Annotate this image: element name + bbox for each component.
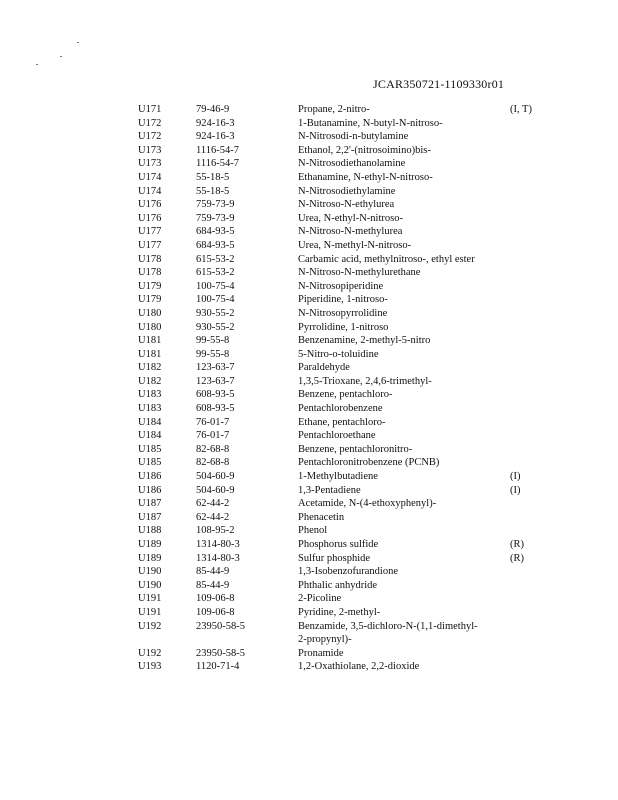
waste-code: U189 — [138, 539, 162, 550]
waste-code: U176 — [138, 212, 162, 224]
waste-code: U186 — [138, 484, 162, 496]
chemical-name: Benzenamine, 2-methyl-5-nitro — [298, 335, 431, 347]
table-row — [138, 620, 548, 647]
cas-number: 76-01-7 — [196, 416, 230, 428]
chemical-name: Benzamide, 3,5-dichloro-N-(1,1-dimethyl-2-propynyl)- — [298, 620, 478, 646]
table-row — [138, 334, 548, 348]
chemical-name: Pentachlorobenzene — [298, 403, 383, 415]
waste-code: U187 — [138, 498, 162, 510]
table-row — [138, 225, 548, 239]
waste-code: U172 — [138, 131, 162, 143]
cas-number: 1116-54-7 — [196, 158, 239, 170]
chemical-name: N-Nitrosodiethylamine — [298, 185, 396, 197]
hazard-code: (I) — [510, 471, 521, 483]
cas-number: 79-46-9 — [196, 104, 230, 115]
waste-code: U181 — [138, 335, 162, 347]
table-row — [138, 348, 548, 362]
waste-code: U183 — [138, 403, 162, 415]
waste-code: U172 — [138, 117, 162, 129]
cas-number: 504-60-9 — [196, 471, 235, 483]
chemical-name: Ethanamine, N-ethyl-N-nitroso- — [298, 171, 433, 183]
table-row — [138, 103, 548, 117]
table-row — [138, 388, 548, 402]
cas-number: 608-93-5 — [196, 403, 235, 415]
chemical-name: Pyridine, 2-methyl- — [298, 606, 381, 618]
chemical-name: Pyrrolidine, 1-nitroso — [298, 321, 389, 333]
chemical-name: Ethane, pentachloro- — [298, 416, 386, 428]
waste-code: U190 — [138, 566, 162, 578]
chemical-name: Phenol — [298, 525, 328, 537]
chemical-name: 1-Butanamine, N-butyl-N-nitroso- — [298, 117, 443, 129]
scan-speck — [60, 56, 62, 57]
cas-number: 108-95-2 — [196, 525, 235, 537]
cas-number: 504-60-9 — [196, 484, 235, 496]
chemical-name: Sulfur phosphide — [298, 552, 371, 564]
waste-code: U184 — [138, 416, 162, 428]
table-row — [138, 647, 548, 661]
chemical-name: Urea, N-ethyl-N-nitroso- — [298, 212, 403, 224]
hazard-code: (I, T) — [510, 104, 532, 115]
waste-code: U179 — [138, 280, 162, 292]
chemical-name: 1,3,5-Trioxane, 2,4,6-trimethyl- — [298, 375, 432, 387]
hazard-code: (R) — [510, 539, 524, 550]
cas-number: 1120-71-4 — [196, 661, 240, 673]
chemical-name: Phthalic anhydride — [298, 579, 378, 591]
document-id: JCAR350721-1109330r01 — [373, 77, 505, 91]
cas-number: 1116-54-7 — [196, 144, 239, 156]
waste-code: U180 — [138, 307, 162, 319]
table-row — [138, 185, 548, 199]
cas-number: 123-63-7 — [196, 375, 235, 387]
hazard-code: (R) — [510, 552, 524, 564]
chemical-name: Paraldehyde — [298, 362, 350, 374]
table-row — [138, 144, 548, 158]
cas-number: 930-55-2 — [196, 321, 235, 333]
cas-number: 109-06-8 — [196, 606, 235, 618]
cas-number: 82-68-8 — [196, 457, 230, 469]
table-row — [138, 239, 548, 253]
table-row — [138, 511, 548, 525]
scan-speck — [77, 42, 79, 43]
chemical-name: Pentachloronitrobenzene (PCNB) — [298, 457, 440, 469]
chemical-name: 5-Nitro-o-toluidine — [298, 348, 379, 360]
waste-code: U191 — [138, 606, 162, 618]
waste-code: U187 — [138, 511, 162, 523]
waste-code: U185 — [138, 443, 162, 455]
chemical-name: Carbamic acid, methylnitroso-, ethyl ester — [298, 253, 475, 265]
cas-number: 76-01-7 — [196, 430, 230, 442]
table-row — [138, 497, 548, 511]
chemical-name: N-Nitroso-N-ethylurea — [298, 199, 395, 211]
table-row — [138, 606, 548, 620]
table-row — [138, 117, 548, 131]
waste-code: U180 — [138, 321, 162, 333]
table-row — [138, 280, 548, 294]
table-row — [138, 293, 548, 307]
chemical-name: N-Nitroso-N-methylurea — [298, 226, 403, 238]
table-row — [138, 592, 548, 606]
chemical-name: Benzene, pentachloronitro- — [298, 443, 413, 455]
table-row — [138, 212, 548, 226]
cas-number: 55-18-5 — [196, 171, 230, 183]
cas-number: 684-93-5 — [196, 239, 235, 251]
cas-number: 99-55-8 — [196, 348, 230, 360]
table-row — [138, 321, 548, 335]
cas-number: 924-16-3 — [196, 117, 235, 129]
table-row — [138, 579, 548, 593]
cas-number: 924-16-3 — [196, 131, 235, 143]
table-row — [138, 307, 548, 321]
cas-number: 62-44-2 — [196, 498, 230, 510]
waste-code: U186 — [138, 471, 162, 483]
chemical-name: N-Nitrosodi-n-butylamine — [298, 131, 409, 143]
cas-number: 85-44-9 — [196, 579, 230, 591]
table-row — [138, 157, 548, 171]
cas-number: 759-73-9 — [196, 199, 235, 211]
cas-number: 123-63-7 — [196, 362, 235, 374]
table-row — [138, 660, 548, 674]
table-row — [138, 552, 548, 566]
waste-code: U173 — [138, 158, 162, 170]
chemical-name: Ethanol, 2,2'-(nitrosoimino)bis- — [298, 144, 431, 156]
waste-code: U177 — [138, 226, 162, 238]
table-row — [138, 198, 548, 212]
waste-code: U181 — [138, 348, 162, 360]
waste-code: U176 — [138, 199, 162, 211]
chemical-name: Pentachloroethane — [298, 430, 376, 442]
waste-code: U183 — [138, 389, 162, 401]
table-row — [138, 416, 548, 430]
cas-number: 55-18-5 — [196, 185, 230, 197]
cas-number: 615-53-2 — [196, 267, 235, 279]
table-row — [138, 470, 548, 484]
chemical-name: Propane, 2-nitro- — [298, 104, 370, 115]
table-row — [138, 402, 548, 416]
table-row — [138, 253, 548, 267]
chemical-name: 1,2-Oxathiolane, 2,2-dioxide — [298, 661, 420, 673]
table-row — [138, 171, 548, 185]
cas-number: 930-55-2 — [196, 307, 235, 319]
table-row — [138, 375, 548, 389]
table-row — [138, 443, 548, 457]
waste-code: U190 — [138, 579, 162, 591]
cas-number: 109-06-8 — [196, 593, 235, 605]
table-row — [138, 429, 548, 443]
cas-number: 100-75-4 — [196, 294, 235, 306]
waste-code: U178 — [138, 267, 162, 279]
waste-code: U177 — [138, 239, 162, 251]
cas-number: 85-44-9 — [196, 566, 230, 578]
cas-number: 23950-58-5 — [196, 620, 245, 632]
cas-number: 82-68-8 — [196, 443, 230, 455]
table-row — [138, 538, 548, 552]
chemical-name: Pronamide — [298, 647, 344, 659]
table-row — [138, 130, 548, 144]
chemical-name: Urea, N-methyl-N-nitroso- — [298, 239, 412, 251]
scan-speck — [36, 64, 38, 65]
waste-code: U182 — [138, 362, 162, 374]
chemical-name: 1,3-Isobenzofurandione — [298, 566, 399, 578]
chemical-name: 2-Picoline — [298, 593, 342, 605]
cas-number: 62-44-2 — [196, 511, 230, 523]
table-row — [138, 266, 548, 280]
chemical-name: Phenacetin — [298, 511, 345, 523]
cas-number: 1314-80-3 — [196, 539, 240, 550]
hazard-code: (I) — [510, 484, 521, 496]
chemical-name: 1,3-Pentadiene — [298, 484, 361, 496]
hazardous-waste-table — [138, 103, 548, 674]
waste-code: U179 — [138, 294, 162, 306]
waste-code: U173 — [138, 144, 162, 156]
chemical-name: N-Nitrosopyrrolidine — [298, 307, 388, 319]
chemical-name: N-Nitroso-N-methylurethane — [298, 267, 421, 279]
chemical-name: Piperidine, 1-nitroso- — [298, 294, 388, 306]
waste-code: U188 — [138, 525, 162, 537]
waste-code: U191 — [138, 593, 162, 605]
cas-number: 684-93-5 — [196, 226, 235, 238]
cas-number: 615-53-2 — [196, 253, 235, 265]
chemical-name: Acetamide, N-(4-ethoxyphenyl)- — [298, 498, 437, 510]
table-row — [138, 565, 548, 579]
waste-code: U171 — [138, 104, 162, 115]
cas-number: 1314-80-3 — [196, 552, 240, 564]
waste-code: U174 — [138, 171, 162, 183]
cas-number: 608-93-5 — [196, 389, 235, 401]
waste-code: U193 — [138, 661, 162, 673]
waste-code: U189 — [138, 552, 162, 564]
table-row — [138, 484, 548, 498]
chemical-name: Phosphorus sulfide — [298, 539, 379, 550]
chemical-name: 1-Methylbutadiene — [298, 471, 378, 483]
chemical-name: Benzene, pentachloro- — [298, 389, 393, 401]
cas-number: 100-75-4 — [196, 280, 235, 292]
waste-code: U192 — [138, 620, 162, 632]
waste-code: U192 — [138, 647, 162, 659]
cas-number: 99-55-8 — [196, 335, 230, 347]
chemical-name: N-Nitrosodiethanolamine — [298, 158, 406, 170]
waste-code: U184 — [138, 430, 162, 442]
waste-code: U174 — [138, 185, 162, 197]
table-row — [138, 361, 548, 375]
waste-code: U185 — [138, 457, 162, 469]
cas-number: 23950-58-5 — [196, 647, 245, 659]
table-row — [138, 524, 548, 538]
waste-code: U178 — [138, 253, 162, 265]
waste-code: U182 — [138, 375, 162, 387]
cas-number: 759-73-9 — [196, 212, 235, 224]
chemical-name: N-Nitrosopiperidine — [298, 280, 384, 292]
table-row — [138, 456, 548, 470]
